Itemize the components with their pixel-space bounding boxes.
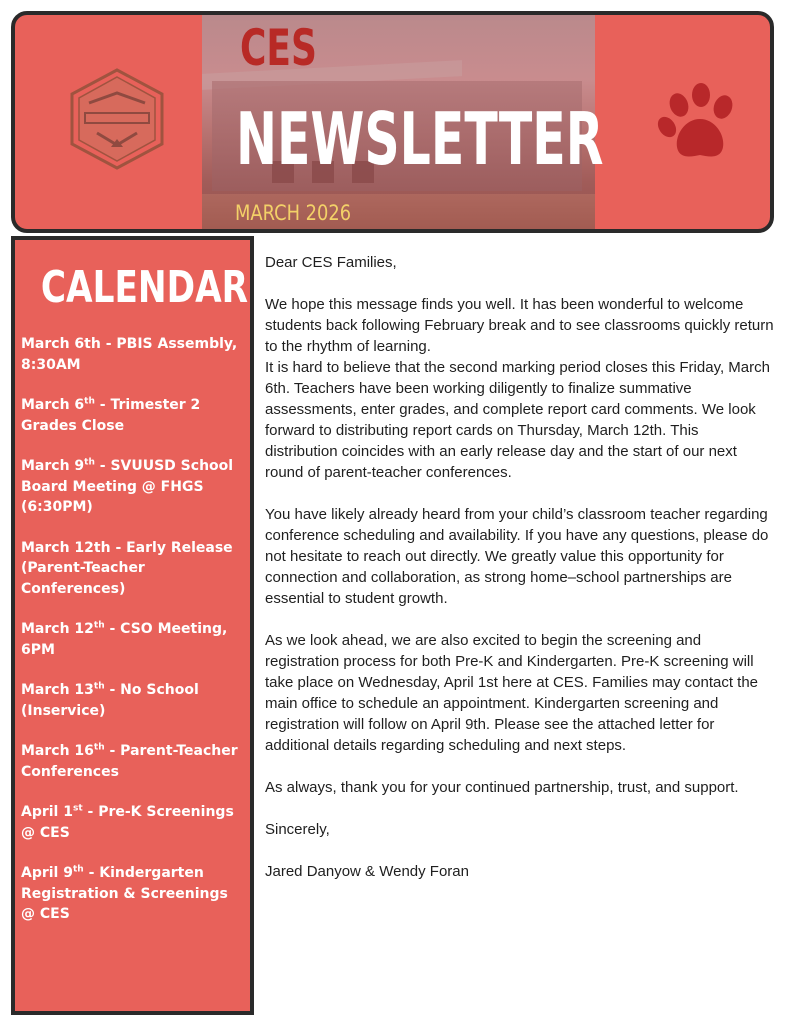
calendar-event: March 12th - Early Release (Parent-Teacher Conferences) <box>21 539 233 597</box>
letter-paragraph: As always, thank you for your continued partnership, trust, and support. <box>265 779 739 796</box>
school-name: CES <box>240 19 317 77</box>
letter-paragraph: It is hard to believe that the second marking period closes this Friday, March 6th. Teachers have been working diligently to finalize summative assessments, enter grades, and complete report card comments. We look forward to distributing report cards on Thursday, March 12th. This distribution coincides with an early release day and the start of our next round of parent-teacher conferences. <box>265 359 770 481</box>
letter-paragraph: We hope this message finds you well. It has been wonderful to welcome students back following February break and to see classrooms quickly return to the rhythm of learning. <box>265 296 774 355</box>
calendar-event: April 9th - Kindergarten Registration & Screenings @ CES <box>21 864 228 922</box>
principal-letter <box>265 252 775 903</box>
newsletter-header <box>11 11 774 233</box>
letter-paragraph: As we look ahead, we are also excited to begin the screening and registration process for both Pre-K and Kindergarten. Pre-K screening will take place on Wednesday, April 1st here at CES. Families may contact the main office to schedule an appointment. Kindergarten screening and registration will follow on April 9th. Please see the attached letter for additional details regarding scheduling and next steps. <box>265 632 759 754</box>
newsletter-title: NEWSLETTER <box>236 97 604 181</box>
letter-paragraph: You have likely already heard from your child’s classroom teacher regarding conference scheduling and availability. If you have any questions, please do not hesitate to reach out directly. We greatly value this opportunity for connection and collaboration, as strong home–school partnerships are essential to student growth. <box>265 506 769 607</box>
letter-closing: Sincerely, <box>265 821 330 838</box>
issue-date: MARCH 2026 <box>235 201 352 225</box>
letter-greeting: Dear CES Families, <box>265 254 397 271</box>
letter-signature: Jared Danyow & Wendy Foran <box>265 863 469 880</box>
calendar-title: CALENDAR <box>40 262 249 313</box>
calendar-event: March 12th - CSO Meeting, 6PM <box>21 620 228 658</box>
paw-print-icon <box>655 83 745 173</box>
calendar-event-list <box>21 334 246 945</box>
calendar-event: March 6th - PBIS Assembly, 8:30AM <box>21 336 238 373</box>
calendar-event: March 6th - Trimester 2 Grades Close <box>21 396 201 434</box>
calendar-event: March 9th - SVUUSD School Board Meeting @ FHGS (6:30PM) <box>21 457 234 515</box>
calendar-sidebar <box>11 236 254 1015</box>
calendar-event: March 13th - No School (Inservice) <box>21 681 199 719</box>
calendar-event: April 1st - Pre-K Screenings @ CES <box>21 803 234 841</box>
school-logo-icon <box>67 67 167 171</box>
calendar-event: March 16th - Parent-Teacher Conferences <box>21 742 238 780</box>
